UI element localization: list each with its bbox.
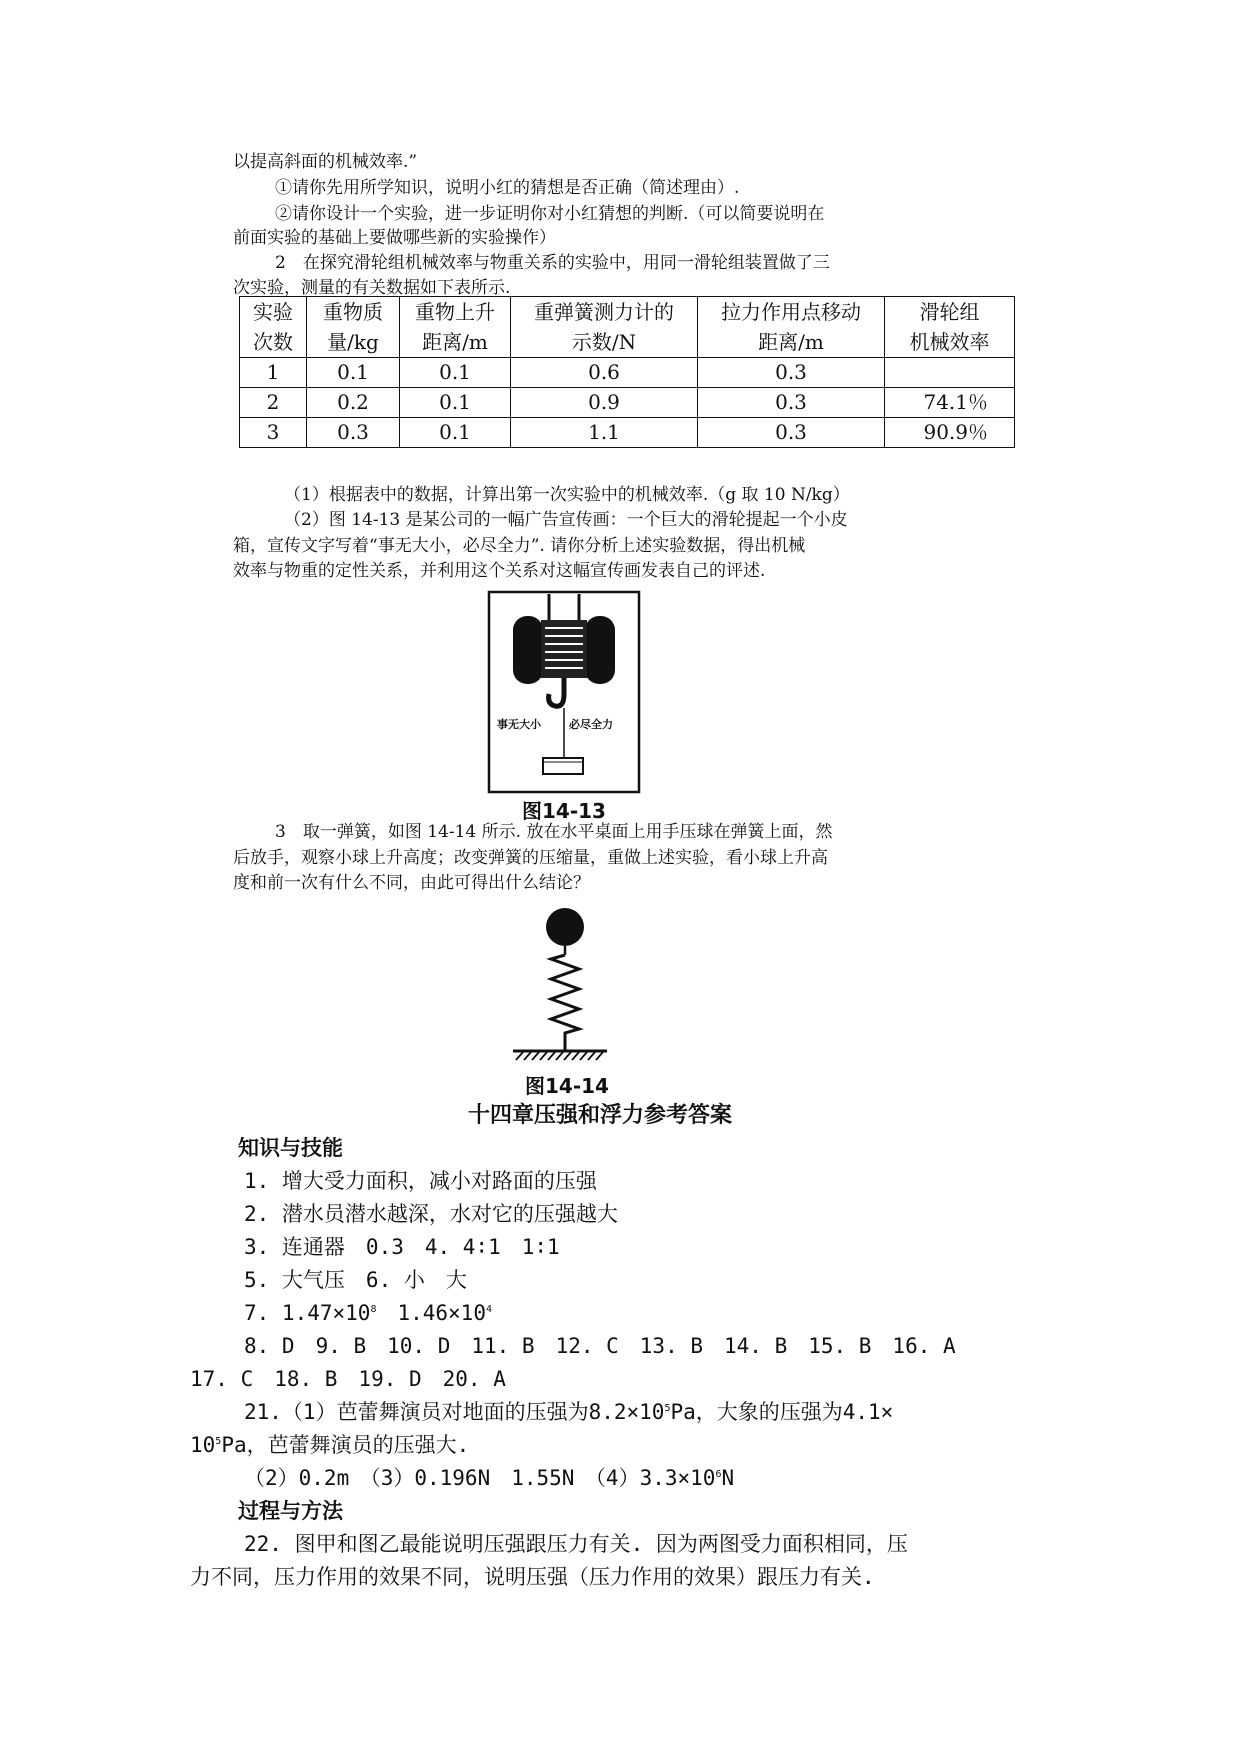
answer-line: 21.（1）芭蕾舞演员对地面的压强为$8.2\times 10^5Pa$，大象的压强为4.1× [244, 1400, 894, 1424]
table-cell: 3 [240, 418, 307, 448]
table-header-cell: 滑轮组 机械效率 [885, 297, 1015, 358]
table-cell: 2 [240, 388, 307, 418]
text-line: 3 取一弹簧，如图 14-14 所示. 放在水平桌面上用手压球在弹簧上面，然 [275, 822, 833, 842]
text-line: 次实验，测量的有关数据如下表所示. [233, 278, 511, 298]
answers-title: 十四章压强和浮力参考答案 [468, 1103, 733, 1128]
text-line: ②请你设计一个实验，进一步证明你对小红猜想的判断.（可以简要说明在 [275, 204, 825, 224]
pulley-advertisement-figure [487, 590, 641, 799]
answer-line: 22. 图甲和图乙最能说明压强跟压力有关. 因为两图受力面积相同，压 [244, 1532, 908, 1556]
table-cell: 0.3 [698, 358, 885, 388]
section-heading: 过程与方法 [238, 1499, 343, 1523]
text-line: 箱，宣传文字写着“事无大小，必尽全力”. 请你分析上述实验数据，得出机械 [233, 536, 806, 556]
table-row [240, 358, 1015, 388]
text-line: 后放手，观察小球上升高度；改变弹簧的压缩量，重做上述实验，看小球上升高 [233, 848, 828, 868]
figure-caption: 图14-14 [525, 1074, 609, 1098]
table-header-cell: 重弹簧测力计的 示数/N [511, 297, 698, 358]
answer-line: 力不同，压力作用的效果不同，说明压强（压力作用的效果）跟压力有关. [190, 1565, 875, 1589]
answer-line: 17. C 18. B 19. D 20. A [190, 1367, 506, 1391]
answer-line: 2. 潜水员潜水越深，水对它的压强越大 [244, 1202, 618, 1226]
text-line: ①请你先用所学知识，说明小红的猜想是否正确（简述理由）. [275, 178, 740, 198]
text-line: 2 在探究滑轮组机械效率与物重关系的实验中，用同一滑轮组装置做了三 [275, 253, 830, 273]
table-header-row [240, 297, 1015, 358]
experiment-table [239, 296, 1015, 448]
table-cell: 0.3 [307, 418, 400, 448]
table-cell: 0.3 [698, 418, 885, 448]
text-line: 效率与物重的定性关系，并利用这个关系对这幅宣传画发表自己的评述. [233, 561, 766, 581]
table-cell: 74.1％ [885, 388, 1015, 418]
table-header-cell: 重物上升 距离/m [400, 297, 511, 358]
section-heading: 知识与技能 [238, 1136, 343, 1160]
table-cell: 0.1 [307, 358, 400, 388]
table-row [240, 388, 1015, 418]
answer-line: 7. $1.47\times 10^8$ $1.46\times 10^4$ [244, 1301, 493, 1325]
text-line: 前面实验的基础上要做哪些新的实验操作） [233, 228, 556, 248]
answer-line: 1. 增大受力面积，减小对路面的压强 [244, 1169, 597, 1193]
text-line: （1）根据表中的数据，计算出第一次实验中的机械效率.（g 取 10 N/kg） [284, 485, 850, 505]
table-cell: 0.2 [307, 388, 400, 418]
text-line: （2）图 14-13 是某公司的一幅广告宣传画：一个巨大的滑轮提起一个小皮 [284, 510, 848, 530]
table-cell: 0.1 [400, 418, 511, 448]
answer-line: 5. 大气压 6. 小 大 [244, 1268, 467, 1292]
table-header-cell: 实验 次数 [240, 297, 307, 358]
answer-line: $10^5Pa$，芭蕾舞演员的压强大. [190, 1433, 470, 1457]
answer-line: 8. D 9. B 10. D 11. B 12. C 13. B 14. B 15. B 16. A [244, 1334, 956, 1358]
table-cell: 0.6 [511, 358, 698, 388]
spring-ball-illustration [510, 905, 610, 1065]
table-cell: 0.1 [400, 358, 511, 388]
table-cell: 0.1 [400, 388, 511, 418]
spring-ball-figure [510, 905, 610, 1069]
table-cell: 90.9％ [885, 418, 1015, 448]
table-cell: 0.3 [698, 388, 885, 418]
text-line: 以提高斜面的机械效率.” [233, 152, 418, 172]
table-cell: 1.1 [511, 418, 698, 448]
answer-line: （2）0.2m （3）0.196N 1.55N $(4)3.3\times 10^6N$ [244, 1466, 735, 1490]
table-cell: 1 [240, 358, 307, 388]
table-cell [885, 358, 1015, 388]
table-cell: 0.9 [511, 388, 698, 418]
answer-line: 3. 连通器 0.3 4. 4∶1 1∶1 [244, 1235, 560, 1259]
text-line: 度和前一次有什么不同，由此可得出什么结论？ [233, 873, 590, 893]
slogan-left: 事无大小 [497, 718, 541, 731]
pulley-illustration [487, 590, 641, 795]
figure-caption: 图14-13 [522, 799, 606, 823]
slogan-right: 必尽全力 [569, 718, 613, 731]
table-header-cell: 重物质 量/kg [307, 297, 400, 358]
table-header-cell: 拉力作用点移动 距离/m [698, 297, 885, 358]
table-row [240, 418, 1015, 448]
